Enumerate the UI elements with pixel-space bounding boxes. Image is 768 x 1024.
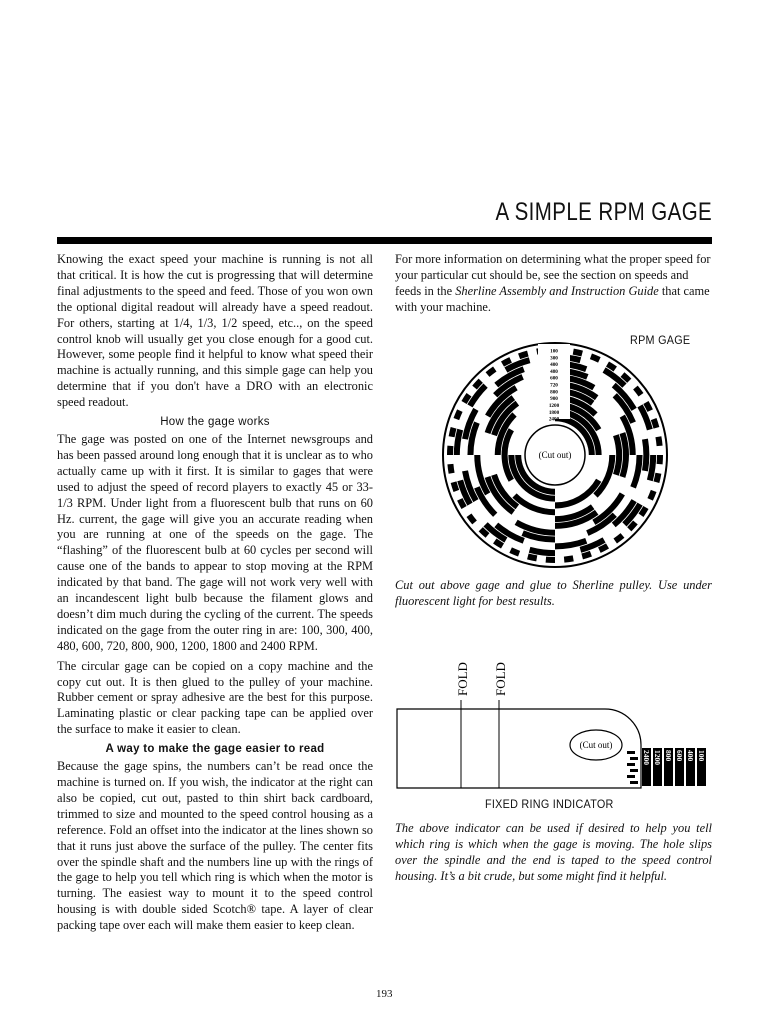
gage-ring-segment bbox=[447, 464, 454, 474]
gage-cut-out-label: (Cut out) bbox=[538, 450, 572, 460]
more-info-paragraph bbox=[395, 252, 712, 316]
heading-how-gage-works: How the gage works bbox=[160, 416, 270, 429]
indicator-speed-label: 100 bbox=[697, 750, 706, 762]
indicator-blocks bbox=[627, 748, 706, 786]
gage-ring-segment bbox=[655, 436, 662, 446]
fixed-ring-indicator-label: FIXED RING INDICATOR bbox=[485, 797, 614, 811]
left-column bbox=[57, 252, 373, 938]
gage-ring-segment bbox=[564, 555, 574, 562]
gage-caption: Cut out above gage and glue to Sherline pulley. Use under fluorescent light for best results. bbox=[395, 578, 712, 608]
gage-ring-segment bbox=[546, 557, 555, 563]
indicator-tick bbox=[627, 751, 635, 754]
gage-speed-label: 300 bbox=[550, 355, 558, 362]
indicator-speed-label: 2400 bbox=[642, 750, 651, 765]
indicator-caption: The above indicator can be used if desired to help you tell which ring is which when the gage is moving. The hole slips over the spindle and the end is taped to the speed control housing. It’s a bit crude, but some might find it helpful. bbox=[395, 821, 712, 883]
more-info-tail: that came with your machine. bbox=[395, 283, 710, 314]
more-info-text: For more information on determining what the proper speed for your particular cut should be, see the section on speeds and feeds in the bbox=[395, 252, 711, 298]
gage-ring-segment bbox=[447, 446, 453, 455]
intro-paragraph: Knowing the exact speed your machine is running is not all that critical. It is how the cut is progressing that will determine final adjustments to the speed and feed. Those of you won own the optional digital readout will already have a speed readout. For others, starting at 1/4, 1/3, 1/2 speed, etc.., on the speed control knob will usually get you close enough for a good cut. However, some people find it helpful to know what speed their machine is actually running, and this simple gage can help you determine that if you don't have a DRO with an electronic speed readout. bbox=[57, 252, 373, 410]
indicator-tick bbox=[627, 775, 635, 778]
gage-speed-label: 2400 bbox=[548, 416, 560, 423]
gage-speed-label: 400 bbox=[550, 362, 558, 369]
right-column bbox=[395, 252, 712, 316]
indicator-tick bbox=[627, 763, 635, 766]
guide-title: Sherline Assembly and Instruction Guide bbox=[455, 283, 659, 298]
page-number: 193 bbox=[376, 988, 393, 1000]
fixed-ring-indicator-figure bbox=[395, 652, 715, 792]
gage-speed-label: 100 bbox=[550, 348, 558, 355]
indicator-tick bbox=[630, 757, 638, 760]
fold-label-2: FOLD bbox=[493, 662, 508, 696]
rpm-gage-figure bbox=[440, 340, 670, 570]
gage-speed-label: 800 bbox=[550, 389, 558, 396]
gage-speed-label: 720 bbox=[550, 382, 558, 389]
indicator-speed-label: 600 bbox=[675, 750, 684, 762]
gage-speed-label: 600 bbox=[550, 375, 558, 382]
gage-speed-label: 1200 bbox=[548, 403, 560, 409]
gage-speed-label: 1800 bbox=[548, 409, 560, 416]
how-it-works-paragraph: The gage was posted on one of the Internet newsgroups and has been passed around long enough that it is unclear as to who actually came up with it first. It is similar to gages that were used to adjust the speed of record players to exactly 45 or 33-1/3 RPM. Under light from a fluorescent bulb that runs on 60 Hz. current, the gage will give you an accurate reading when you are running at one of the speeds on the gage. The “flashing” of the fluorescent bulb at 60 cycles per second will cause one of the bands to appear to stop moving at the RPM indicated by that band. The gage will not work very well with an incandescent light bulb because the filament glows and doesn’t dim much during the cycling of the current. The speeds indicated on the gage from the outer ring in are: 100, 300, 400, 480, 600, 720, 800, 900, 1200, 1800 and 2400 RPM. bbox=[57, 431, 373, 653]
fold-label-1: FOLD bbox=[455, 662, 470, 696]
indicator-speed-label: 800 bbox=[664, 750, 673, 762]
gage-speed-label: 480 bbox=[550, 368, 558, 375]
indicator-tick bbox=[630, 781, 638, 784]
gage-ring-segment bbox=[657, 455, 663, 464]
indicator-cut-out-label: (Cut out) bbox=[579, 740, 613, 750]
indicator-speed-label: 400 bbox=[686, 750, 695, 762]
rpm-gage-label: RPM GAGE bbox=[630, 333, 691, 347]
page-title: A SIMPLE RPM GAGE bbox=[495, 198, 712, 226]
heading-easier-to-read: A way to make the gage easier to read bbox=[105, 743, 325, 756]
gage-speed-label: 900 bbox=[550, 396, 558, 403]
indicator-speed-label: 1200 bbox=[653, 750, 662, 765]
copy-gage-paragraph: The circular gage can be copied on a copy machine and the copy cut out. It is then glued to the pulley of your machine. Rubber cement or spray adhesive are the best for this purpose. Laminating plastic or clear packing tape can be applied over the surface to make it easier to clean. bbox=[57, 658, 373, 737]
title-rule bbox=[57, 237, 712, 244]
indicator-paragraph: Because the gage spins, the numbers can’t be read once the machine is turned on. If you wish, the indicator at the right can also be copied, cut out, pasted to thin shirt back cardboard, trimmed to size and mounted to the speed control housing as a reference. Fold an offset into the indicator at the lines shown so that it runs just above the surface of the pulley. The center fits over the spindle shaft and the numbers line up with the rings of the gage to help you tell which ring is which when the motor is turning. The easiest way to mount it to the speed control housing is with double sided Scotch® tape. A layer of clear packing tape over each will make them easier to keep clean. bbox=[57, 759, 373, 933]
indicator-tick bbox=[630, 769, 638, 772]
